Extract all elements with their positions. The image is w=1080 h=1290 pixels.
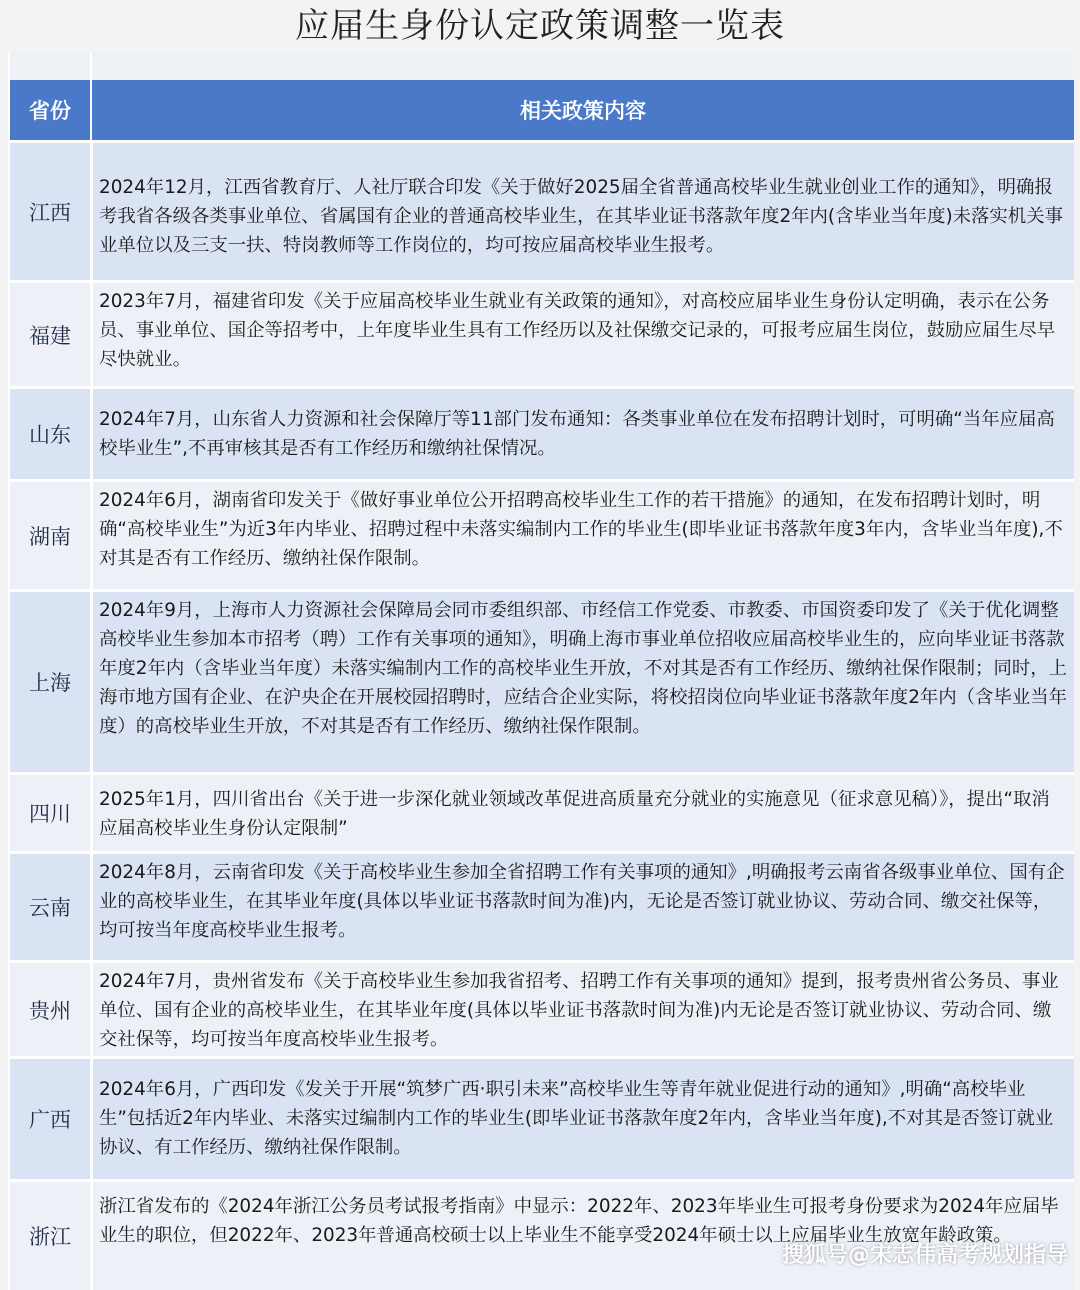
policy-cell: 2024年6月，湖南省印发关于《做好事业单位公开招聘高校毕业生工作的若干措施》的通知，在发布招聘计划时，明确“高校毕业生”为近3年内毕业、招聘过程中未落实编制内工作的毕业生(即毕业证书落款年度3年内，含毕业当年度),不对其是否有工作经历、缴纳社保作限制。 [93,482,1074,589]
province-cell: 四川 [10,775,93,851]
header-content: 相关政策内容 [520,99,646,123]
policy-cell: 2024年6月，广西印发《发关于开展“筑梦广西·职引未来”高校毕业生等青年就业促进行动的通知》,明确“高校毕业生”包括近2年内毕业、未落实过编制内工作的毕业生(即毕业证书落款年度2年内，含毕业当年度),不对其是否签订就业协议、有工作经历、缴纳社保作限制。 [93,1059,1074,1179]
policy-cell: 2024年8月，云南省印发《关于高校毕业生参加全省招聘工作有关事项的通知》,明确报考云南省各级事业单位、国有企业的高校毕业生，在其毕业年度(具体以毕业证书落款时间为准)内，无论是否签订就业协议、劳动合同、缴交社保等，均可按当年度高校毕业生报考。 [93,854,1074,960]
policy-cell: 2024年7月，山东省人力资源和社会保障厅等11部门发布通知：各类事业单位在发布招聘计划时，可明确“当年应届高校毕业生”,不再审核其是否有工作经历和缴纳社保情况。 [93,389,1074,479]
policy-cell: 2025年1月，四川省出台《关于进一步深化就业领域改革促进高质量充分就业的实施意见（征求意见稿）》，提出“取消应届高校毕业生身份认定限制” [93,775,1074,851]
table-spacer-row [10,52,1074,80]
page-title: 应届生身份认定政策调整一览表 [0,0,1080,52]
province-cell: 山东 [10,389,93,479]
table-row [10,386,1074,479]
province-cell: 上海 [10,592,93,772]
header-province: 省份 [10,80,92,140]
policy-cell: 浙江省发布的《2024年浙江公务员考试报考指南》中显示：2022年、2023年毕业生可报考身份要求为2024年应届毕业生的职位，但2022年、2023年普通高校硕士以上毕业生不能享受2024年硕士以上应届毕业生放宽年龄政策。 [93,1182,1074,1290]
province-cell: 江西 [10,143,93,280]
table-row [10,851,1074,960]
province-cell: 浙江 [10,1182,93,1290]
table-row [10,280,1074,386]
policy-table [8,52,1074,1290]
policy-cell: 2024年9月，上海市人力资源社会保障局会同市委组织部、市经信工作党委、市教委、市国资委印发了《关于优化调整高校毕业生参加本市招考（聘）工作有关事项的通知》，明确上海市事业单位招收应届高校毕业生的，应向毕业证书落款年度2年内（含毕业当年度）未落实编制内工作的高校毕业生开放，不对其是否有工作经历、缴纳社保作限制；同时，上海市地方国有企业、在沪央企在开展校园招聘时，应结合企业实际，将校招岗位向毕业证书落款年度2年内（含毕业当年度）的高校毕业生开放，不对其是否有工作经历、缴纳社保作限制。 [93,592,1074,772]
table-row [10,140,1074,280]
watermark: 搜狐号@宋志伟高考规划指导 [781,1243,1068,1268]
table-row [10,772,1074,851]
table-row [10,960,1074,1056]
province-cell: 贵州 [10,963,93,1056]
table-row [10,1056,1074,1179]
policy-cell: 2024年12月，江西省教育厅、人社厅联合印发《关于做好2025届全省普通高校毕业生就业创业工作的通知》，明确报考我省各级各类事业单位、省属国有企业的普通高校毕业生，在其毕业证书落款年度2年内(含毕业当年度)未落实机关事业单位以及三支一扶、特岗教师等工作岗位的，均可按应届高校毕业生报考。 [93,143,1074,280]
province-cell: 云南 [10,854,93,960]
policy-cell: 2024年7月，贵州省发布《关于高校毕业生参加我省招考、招聘工作有关事项的通知》提到，报考贵州省公务员、事业单位、国有企业的高校毕业生，在其毕业年度(具体以毕业证书落款时间为准)内无论是否签订就业协议、劳动合同、缴交社保等，均可按当年度高校毕业生报考。 [93,963,1074,1056]
province-cell: 湖南 [10,482,93,589]
table-row [10,1179,1074,1290]
province-cell: 福建 [10,283,93,386]
table-row [10,589,1074,772]
table-header-row [10,80,1074,140]
province-cell: 广西 [10,1059,93,1179]
table-row [10,479,1074,589]
policy-cell: 2023年7月，福建省印发《关于应届高校毕业生就业有关政策的通知》，对高校应届毕业生身份认定明确，表示在公务员、事业单位、国企等招考中，上年度毕业生具有工作经历以及社保缴交记录的，可报考应届生岗位，鼓励应届生尽早尽快就业。 [93,283,1074,386]
